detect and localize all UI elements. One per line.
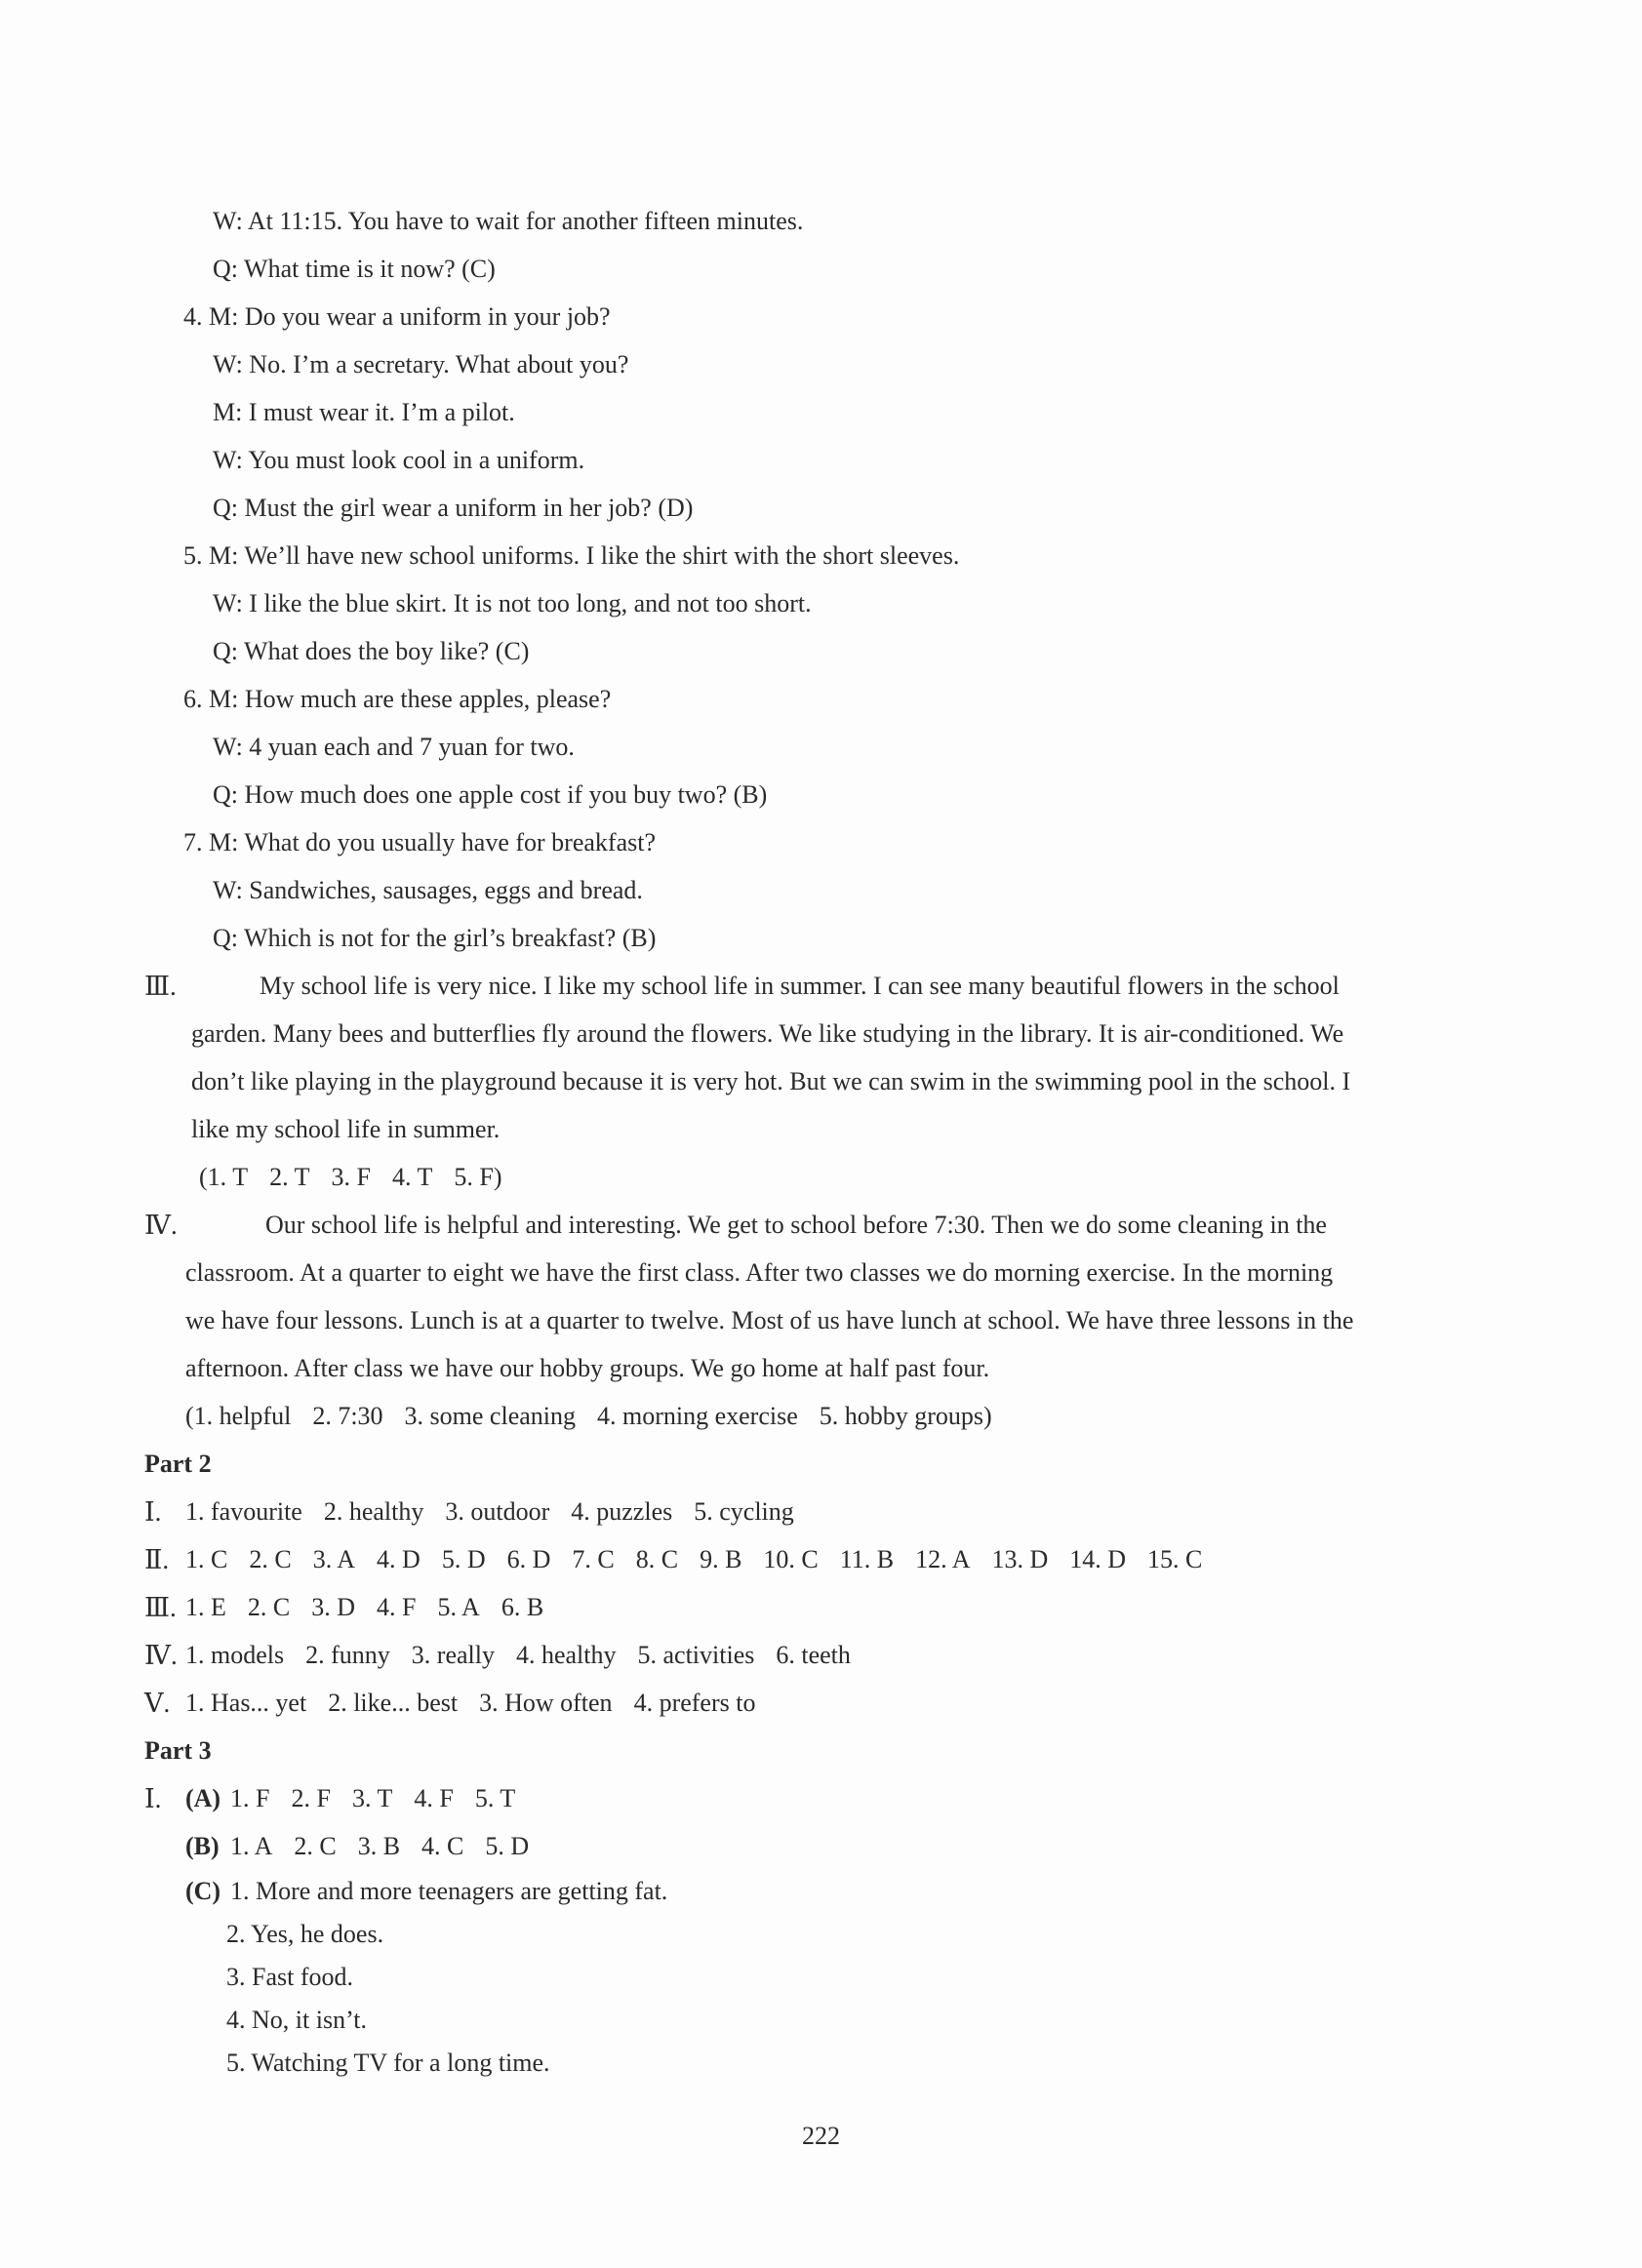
part-3-c-answer: 4. No, it isn’t. [226,2006,367,2034]
answer-item: 2. C [294,1832,337,1860]
answer-item: 4. F [414,1784,454,1812]
section-4-answers [185,1400,1014,1433]
part-2-row-label: Ⅴ. [144,1689,171,1718]
answer-item: 1. F [230,1784,270,1812]
answer-item: 1. favourite [185,1497,302,1526]
answer-item: 2. 7:30 [312,1402,383,1430]
dialog-line: M: I must wear it. I’m a pilot. [213,398,515,426]
answer-item: 13. D [991,1545,1049,1573]
answer-item: 4. C [421,1832,464,1860]
part-2-row-1-answers [185,1495,816,1529]
answer-item: 5. hobby groups) [819,1402,992,1430]
answer-item: 1. C [185,1545,228,1573]
answer-item: 3. outdoor [445,1497,550,1526]
answer-item: 2. healthy [323,1497,424,1526]
page-number: 222 [802,2122,840,2150]
answer-item: 1. A [230,1832,273,1860]
part-3-c-label: (C) [185,1877,221,1905]
answer-item: 2. C [249,1545,292,1573]
dialog-line: W: 4 yuan each and 7 yuan for two. [213,733,575,761]
dialog-line: 7. M: What do you usually have for breakfast? [183,828,656,856]
answer-item: 3. B [357,1832,401,1860]
part-2-row-5-answers [185,1687,777,1720]
part-3-b-answers [230,1830,550,1863]
answer-item: 3. some cleaning [404,1402,576,1430]
answer-item: 1. E [185,1593,226,1621]
answer-item: (1. helpful [185,1402,292,1430]
section-4-passage-line: afternoon. After class we have our hobby groups. We go home at half past four. [185,1354,990,1382]
dialog-line: W: No. I’m a secretary. What about you? [213,350,629,378]
answer-item: 6. teeth [776,1641,851,1669]
answer-item: 4. puzzles [571,1497,673,1526]
answer-item: 3. A [312,1545,356,1573]
answer-item: 4. morning exercise [597,1402,798,1430]
answer-item: 11. B [839,1545,895,1573]
answer-item: 5. D [441,1545,486,1573]
answer-item: 2. funny [305,1641,390,1669]
part-2-title: Part 2 [144,1450,212,1478]
dialog-line: Q: What does the boy like? (C) [213,637,530,665]
part-3-title: Part 3 [144,1736,212,1765]
dialog-line: W: You must look cool in a uniform. [213,446,585,474]
section-4-passage-line: we have four lessons. Lunch is at a quarter to twelve. Most of us have lunch at school. We have three lessons in the [185,1306,1354,1334]
dialog-line: W: At 11:15. You have to wait for another fifteen minutes. [213,207,804,235]
section-4-passage-line: Our school life is helpful and interesting. We get to school before 7:30. Then we do some cleaning in the [265,1211,1327,1239]
answer-item: 6. D [506,1545,551,1573]
answer-item: 5. activities [637,1641,755,1669]
answer-item: 5. T [474,1784,516,1812]
answer-item: 5. D [485,1832,530,1860]
answer-item: 3. really [411,1641,495,1669]
section-3-passage-line: don’t like playing in the playground because it is very hot. But we can swim in the swimming pool in the school. I [191,1067,1351,1095]
answer-item: 5. cycling [694,1497,794,1526]
part-3-c-answer: 1. More and more teenagers are getting fat. [230,1877,668,1905]
part-3-row-label: Ⅰ. [144,1784,162,1813]
answer-item: 4. T [391,1163,433,1191]
dialog-line: Q: Which is not for the girl’s breakfast? (B) [213,924,657,952]
part-3-c-answer: 5. Watching TV for a long time. [226,2049,550,2077]
answer-item: 3. How often [479,1689,613,1717]
section-3-passage-line: My school life is very nice. I like my school life in summer. I can see many beautiful flowers in the school [260,972,1340,1000]
part-2-row-4-answers [185,1639,872,1672]
answer-item: 2. T [269,1163,310,1191]
dialog-line: Q: Must the girl wear a uniform in her job? (D) [213,494,694,522]
answer-item: 1. Has... yet [185,1689,307,1717]
part-3-a-answers [230,1782,537,1815]
answer-item: 9. B [700,1545,742,1573]
answer-item: 4. D [377,1545,421,1573]
answer-item: 3. D [311,1593,356,1621]
part-2-row-label: Ⅲ. [144,1593,177,1622]
part-2-row-label: Ⅰ. [144,1497,162,1527]
answer-item: 1. models [185,1641,285,1669]
answer-item: 2. C [247,1593,291,1621]
answer-item: 5. A [437,1593,480,1621]
dialog-line: W: I like the blue skirt. It is not too long, and not too short. [213,589,812,617]
answer-item: 12. A [915,1545,971,1573]
answer-item: 10. C [763,1545,819,1573]
part-2-row-3-answers [185,1591,565,1624]
answer-item: 2. F [291,1784,331,1812]
answer-item: 3. T [351,1784,393,1812]
dialog-line: 5. M: We’ll have new school uniforms. I like the shirt with the short sleeves. [183,541,960,570]
answer-item: 7. C [572,1545,615,1573]
dialog-line: 6. M: How much are these apples, please? [183,685,612,713]
answer-item: 15. C [1147,1545,1203,1573]
part-2-row-2-answers [185,1543,1223,1576]
part-3-c-answer: 3. Fast food. [226,1963,353,1991]
part-3-a-label: (A) [185,1784,221,1812]
dialog-line: Q: What time is it now? (C) [213,255,496,283]
dialog-line: 4. M: Do you wear a uniform in your job? [183,302,611,331]
answer-item: 5. F) [454,1163,502,1191]
answer-item: 14. D [1069,1545,1127,1573]
answer-item: 4. F [377,1593,417,1621]
section-4-label: Ⅳ. [144,1211,178,1240]
answer-item: 3. F [331,1163,371,1191]
dialog-line: Q: How much does one apple cost if you buy two? (B) [213,780,768,809]
section-4-passage-line: classroom. At a quarter to eight we have the first class. After two classes we do morning exercise. In the morning [185,1258,1334,1287]
section-3-answers [199,1161,524,1194]
dialog-line: W: Sandwiches, sausages, eggs and bread. [213,876,643,904]
answer-item: (1. T [199,1163,249,1191]
answer-item: 6. B [501,1593,544,1621]
part-2-row-label: Ⅱ. [144,1545,170,1574]
answer-item: 4. prefers to [633,1689,756,1717]
answer-item: 4. healthy [515,1641,617,1669]
part-3-b-label: (B) [185,1832,220,1860]
section-3-passage-line: garden. Many bees and butterflies fly around the flowers. We like studying in the library. It is air-conditioned. We [191,1019,1344,1048]
section-3-label: Ⅲ. [144,972,177,1001]
section-3-passage-line: like my school life in summer. [191,1115,501,1143]
part-3-c-answer: 2. Yes, he does. [226,1920,384,1948]
part-2-row-label: Ⅳ. [144,1641,178,1670]
answer-item: 2. like... best [328,1689,459,1717]
answer-item: 8. C [635,1545,679,1573]
